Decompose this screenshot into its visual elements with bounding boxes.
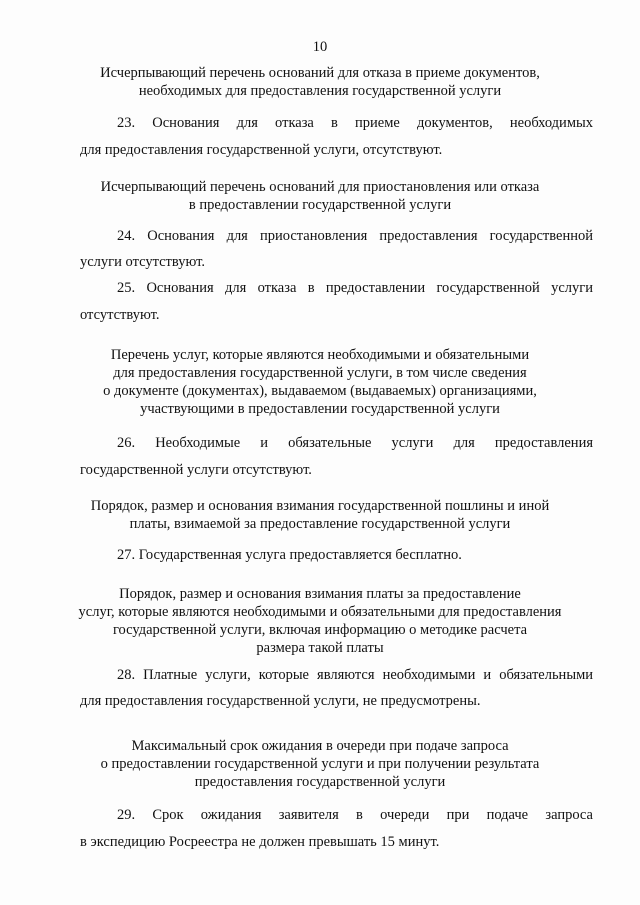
paragraph-line: отсутствуют. xyxy=(80,307,160,323)
paragraph-first-line: 23. Основания для отказа в приеме документов, необходимых xyxy=(117,115,593,131)
section-heading-line: Исчерпывающий перечень оснований для приостановления или отказа xyxy=(100,179,540,195)
paragraph-line: государственной услуги отсутствуют. xyxy=(80,462,312,478)
section-heading-line: необходимых для предоставления государственной услуги xyxy=(138,83,502,99)
paragraph-first-line: 29. Срок ожидания заявителя в очереди при подаче запроса xyxy=(117,807,593,823)
section-heading-line: в предоставлении государственной услуги xyxy=(188,197,452,213)
section-heading-line: о предоставлении государственной услуги и при получении результата xyxy=(100,756,540,772)
section-heading-line: Порядок, размер и основания взимания государственной пошлины и иной xyxy=(90,498,550,514)
paragraph-first-line: 26. Необходимые и обязательные услуги для предоставления xyxy=(117,435,593,451)
paragraph-line: для предоставления государственной услуги, отсутствуют. xyxy=(80,142,443,158)
page-number: 10 xyxy=(312,39,328,55)
section-heading-line: о документе (документах), выдаваемом (выдаваемых) организациями, xyxy=(103,383,537,399)
section-heading-line: размера такой платы xyxy=(256,640,384,656)
section-heading-line: услуг, которые являются необходимыми и обязательными для предоставления xyxy=(78,604,562,620)
paragraph-first-line: 28. Платные услуги, которые являются необходимыми и обязательными xyxy=(117,667,593,683)
section-heading-line: участвующими в предоставлении государственной услуги xyxy=(140,401,500,417)
section-heading-line: государственной услуги, включая информацию о методике расчета xyxy=(112,622,528,638)
paragraph-first-line: 25. Основания для отказа в предоставлении государственной услуги xyxy=(117,280,593,296)
section-heading-line: Максимальный срок ожидания в очереди при подаче запроса xyxy=(131,738,509,754)
section-heading-line: для предоставления государственной услуги, в том числе сведения xyxy=(113,365,527,381)
section-heading-line: Порядок, размер и основания взимания платы за предоставление xyxy=(119,586,521,602)
paragraph-line: в экспедицию Росреестра не должен превышать 15 минут. xyxy=(80,834,440,850)
paragraph-first-line: 27. Государственная услуга предоставляется бесплатно. xyxy=(117,547,462,563)
paragraph-line: для предоставления государственной услуги, не предусмотрены. xyxy=(80,693,481,709)
paragraph-line: услуги отсутствуют. xyxy=(80,254,205,270)
paragraph-first-line: 24. Основания для приостановления предоставления государственной xyxy=(117,228,593,244)
section-heading-line: предоставления государственной услуги xyxy=(194,774,446,790)
section-heading-line: Исчерпывающий перечень оснований для отказа в приеме документов, xyxy=(100,65,540,81)
section-heading-line: платы, взимаемой за предоставление государственной услуги xyxy=(129,516,511,532)
section-heading-line: Перечень услуг, которые являются необходимыми и обязательными xyxy=(110,347,530,363)
